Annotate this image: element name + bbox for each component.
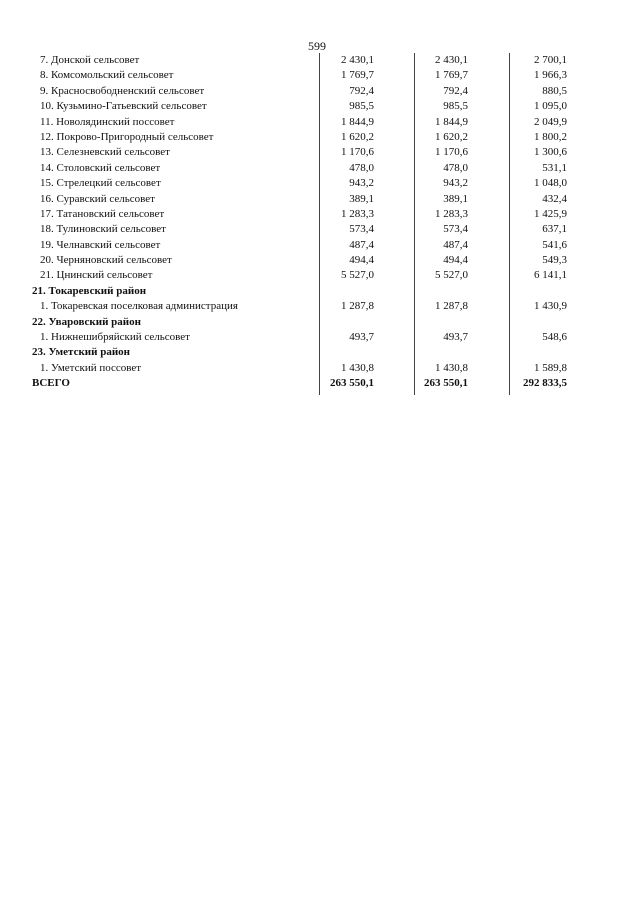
- row-label: 11. Новолядинский поссовет: [40, 115, 175, 128]
- value-col-3: 1 800,2: [534, 130, 567, 143]
- value-col-3: 1 300,6: [534, 146, 567, 159]
- value-col-3: 637,1: [542, 223, 567, 236]
- row-label: 1. Уметский поссовет: [40, 361, 142, 374]
- value-col-3: 1 095,0: [534, 100, 567, 113]
- table-row: [32, 84, 592, 99]
- row-label: 15. Стрелецкий сельсовет: [40, 177, 161, 190]
- row-label: ВСЕГО: [32, 377, 70, 390]
- value-col-1: 1 283,3: [341, 207, 374, 220]
- row-label: 19. Челнавский сельсовет: [40, 238, 161, 251]
- row-label: 21. Токаревский район: [32, 284, 147, 297]
- row-label: 9. Красносвободненский сельсовет: [40, 84, 205, 97]
- value-col-3: 880,5: [542, 84, 567, 97]
- row-label: 20. Черняновский сельсовет: [40, 254, 172, 267]
- value-col-3: 1 589,8: [534, 361, 567, 374]
- table-row: [32, 361, 592, 376]
- table-row: [32, 222, 592, 237]
- value-col-2: 487,4: [443, 238, 468, 251]
- table-row: [32, 268, 592, 283]
- value-col-3: 548,6: [542, 331, 567, 344]
- value-col-3: 6 141,1: [534, 269, 567, 282]
- value-col-2: 1 283,3: [435, 207, 468, 220]
- row-label: 14. Столовский сельсовет: [40, 161, 161, 174]
- table-row: [32, 130, 592, 145]
- value-col-1: 1 844,9: [341, 115, 374, 128]
- value-col-1: 478,0: [349, 161, 374, 174]
- value-col-2: 985,5: [443, 100, 468, 113]
- table-row: [32, 161, 592, 176]
- table-row: [32, 192, 592, 207]
- row-label: 12. Покрово-Пригородный сельсовет: [40, 130, 214, 143]
- table-row: [32, 207, 592, 222]
- value-col-1: 2 430,1: [341, 54, 374, 66]
- value-col-2: 1 287,8: [435, 300, 468, 313]
- row-label: 13. Селезневский сельсовет: [40, 146, 170, 159]
- value-col-2: 1 430,8: [435, 361, 468, 374]
- value-col-2: 1 620,2: [435, 130, 468, 143]
- value-col-2: 478,0: [443, 161, 468, 174]
- district-header-row: [32, 315, 592, 330]
- value-col-3: 292 833,5: [523, 377, 567, 390]
- row-label: 1. Токаревская поселковая администрация: [40, 300, 238, 313]
- table-row: [32, 99, 592, 114]
- value-col-1: 1 769,7: [341, 69, 374, 82]
- row-label: 1. Нижнешибряйский сельсовет: [40, 331, 190, 344]
- table-row: [32, 176, 592, 191]
- row-label: 16. Суравский сельсовет: [40, 192, 155, 205]
- row-label: 21. Цнинский сельсовет: [40, 269, 153, 282]
- district-header-row: [32, 345, 592, 360]
- table-row: [32, 299, 592, 314]
- value-col-3: 549,3: [542, 254, 567, 267]
- table-row: [32, 145, 592, 160]
- value-col-2: 493,7: [443, 331, 468, 344]
- row-label: 17. Татановский сельсовет: [40, 207, 165, 220]
- value-col-3: 531,1: [542, 161, 567, 174]
- total-row: [32, 376, 592, 391]
- value-col-3: 1 425,9: [534, 207, 567, 220]
- value-col-2: 1 769,7: [435, 69, 468, 82]
- value-col-2: 263 550,1: [424, 377, 468, 390]
- value-col-2: 1 844,9: [435, 115, 468, 128]
- value-col-1: 5 527,0: [341, 269, 374, 282]
- value-col-1: 389,1: [349, 192, 374, 205]
- value-col-3: 2 049,9: [534, 115, 567, 128]
- page-number: 599: [308, 39, 326, 53]
- value-col-3: 2 700,1: [534, 54, 567, 66]
- value-col-2: 943,2: [443, 177, 468, 190]
- table-row: [32, 53, 592, 68]
- row-label: 23. Уметский район: [32, 346, 131, 359]
- value-col-2: 5 527,0: [435, 269, 468, 282]
- row-label: 8. Комсомольский сельсовет: [40, 69, 174, 82]
- value-col-3: 432,4: [542, 192, 567, 205]
- value-col-2: 494,4: [443, 254, 468, 267]
- value-col-3: 1 048,0: [534, 177, 567, 190]
- table-row: [32, 68, 592, 83]
- value-col-1: 943,2: [349, 177, 374, 190]
- row-label: 18. Тулиновский сельсовет: [40, 223, 166, 236]
- value-col-1: 487,4: [349, 238, 374, 251]
- value-col-1: 1 287,8: [341, 300, 374, 313]
- table-row: [32, 115, 592, 130]
- value-col-1: 493,7: [349, 331, 374, 344]
- value-col-3: 1 430,9: [534, 300, 567, 313]
- budget-table: [32, 53, 592, 392]
- value-col-1: 263 550,1: [330, 377, 374, 390]
- table-row: [32, 253, 592, 268]
- value-col-2: 2 430,1: [435, 54, 468, 66]
- value-col-1: 1 620,2: [341, 130, 374, 143]
- district-header-row: [32, 284, 592, 299]
- value-col-1: 494,4: [349, 254, 374, 267]
- row-label: 10. Кузьмино-Гатьевский сельсовет: [40, 100, 207, 113]
- value-col-1: 985,5: [349, 100, 374, 113]
- value-col-2: 1 170,6: [435, 146, 468, 159]
- value-col-1: 792,4: [349, 84, 374, 97]
- value-col-1: 573,4: [349, 223, 374, 236]
- table-row: [32, 330, 592, 345]
- value-col-3: 541,6: [542, 238, 567, 251]
- row-label: 7. Донской сельсовет: [40, 54, 140, 66]
- value-col-1: 1 430,8: [341, 361, 374, 374]
- table-row: [32, 238, 592, 253]
- row-label: 22. Уваровский район: [32, 315, 141, 328]
- value-col-2: 792,4: [443, 84, 468, 97]
- value-col-3: 1 966,3: [534, 69, 567, 82]
- value-col-1: 1 170,6: [341, 146, 374, 159]
- value-col-2: 573,4: [443, 223, 468, 236]
- value-col-2: 389,1: [443, 192, 468, 205]
